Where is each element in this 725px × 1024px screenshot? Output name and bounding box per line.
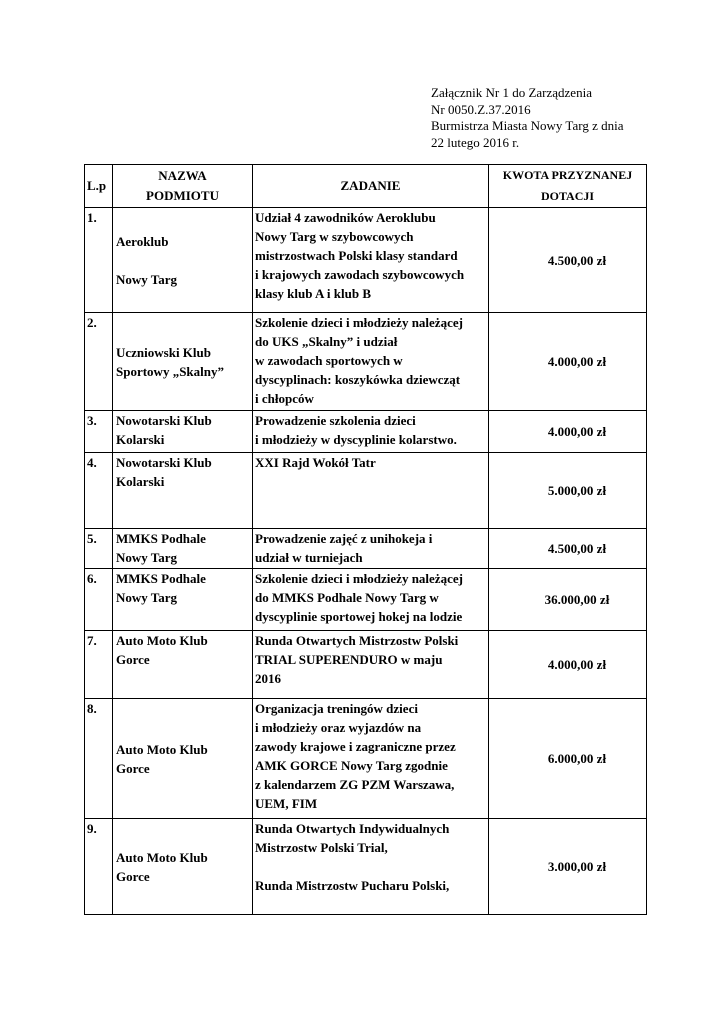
row-number: 8.: [85, 699, 113, 819]
entity-name-line: Auto Moto Klub: [116, 741, 208, 757]
col-header-lp: L.p: [85, 165, 113, 208]
table-row: [85, 529, 647, 569]
entity-name-line: Auto Moto Klub: [116, 633, 208, 648]
entity-name-line: Sportowy „Skalny”: [116, 363, 224, 379]
entity-name-line: Nowy Targ: [116, 590, 178, 605]
task-line: Nowy Targ w szybowcowych: [255, 229, 414, 244]
task-line: XXI Rajd Wokół Tatr: [255, 455, 376, 470]
col-header-name-line: NAZWA: [158, 168, 207, 183]
task-line: Prowadzenie szkolenia dzieci: [255, 413, 416, 428]
task-line: Organizacja treningów dzieci: [255, 701, 418, 716]
table-row: [85, 819, 647, 915]
task-line: z kalendarzem ZG PZM Warszawa,: [255, 777, 455, 792]
task-line: Szkolenie dzieci i młodzieży należącej: [255, 571, 463, 586]
task-line: i młodzieży w dyscyplinie kolarstwo.: [255, 432, 457, 447]
grant-amount: 3.000,00 zł: [489, 819, 647, 915]
entity-name: [113, 699, 253, 819]
entity-name: [113, 453, 253, 529]
header-line: 22 lutego 2016 r.: [431, 134, 520, 150]
entity-name: [113, 529, 253, 569]
grant-amount: 4.000,00 zł: [489, 631, 647, 699]
entity-name: [113, 313, 253, 411]
task-line: Prowadzenie zajęć z unihokeja i: [255, 531, 433, 546]
task-line: i krajowych zawodach szybowcowych: [255, 267, 465, 282]
entity-name-line: Gorce: [116, 652, 150, 667]
task-description: [253, 631, 489, 699]
task-description: [253, 313, 489, 411]
col-header-name-line: PODMIOTU: [146, 188, 219, 203]
grant-amount: 4.000,00 zł: [489, 411, 647, 453]
entity-name-line: Nowy Targ: [116, 550, 178, 565]
entity-name-line: Gorce: [116, 868, 150, 884]
row-number: 7.: [85, 631, 113, 699]
header-line: Nr 0050.Z.37.2016: [431, 101, 531, 117]
task-line: Szkolenie dzieci i młodzieży należącej: [255, 315, 463, 330]
entity-name-line: Aeroklub: [116, 233, 169, 249]
table-row: [85, 453, 647, 529]
task-description: [253, 529, 489, 569]
task-line: do MMKS Podhale Nowy Targ w: [255, 590, 439, 605]
entity-name-line: Nowotarski Klub: [116, 413, 212, 428]
grant-amount: 4.500,00 zł: [489, 208, 647, 313]
grant-amount: 36.000,00 zł: [489, 569, 647, 631]
entity-name: [113, 411, 253, 453]
entity-name-line: MMKS Podhale: [116, 531, 206, 546]
grant-amount: 4.000,00 zł: [489, 313, 647, 411]
entity-name-line: Kolarski: [116, 474, 165, 489]
task-description: [253, 699, 489, 819]
table-row: [85, 208, 647, 313]
entity-name-line: Kolarski: [116, 432, 165, 447]
entity-name: [113, 569, 253, 631]
grant-amount: 4.500,00 zł: [489, 529, 647, 569]
entity-name: [113, 819, 253, 915]
header-line: Załącznik Nr 1 do Zarządzenia: [431, 85, 592, 100]
row-number: 3.: [85, 411, 113, 453]
task-line: do UKS „Skalny” i udział: [255, 334, 398, 349]
task-description: [253, 569, 489, 631]
header-line: Burmistrza Miasta Nowy Targ z dnia: [431, 118, 624, 133]
task-line: dyscyplinie sportowej hokej na lodzie: [255, 609, 463, 624]
task-description: [253, 411, 489, 453]
table-row: [85, 569, 647, 631]
row-number: 2.: [85, 313, 113, 411]
task-line: w zawodach sportowych w: [255, 353, 403, 368]
task-line: mistrzostwach Polski klasy standard: [255, 248, 458, 263]
col-header-amount-line: DOTACJI: [540, 189, 595, 203]
entity-name-line: Auto Moto Klub: [116, 849, 208, 865]
document-header: [431, 85, 624, 151]
entity-name: [113, 631, 253, 699]
task-line: Udział 4 zawodników Aeroklubu: [255, 210, 436, 225]
task-line: Mistrzostw Polski Trial,: [255, 840, 388, 855]
entity-name-line: MMKS Podhale: [116, 571, 206, 586]
grant-amount: 6.000,00 zł: [489, 699, 647, 819]
table-row: [85, 631, 647, 699]
row-number: 4.: [85, 453, 113, 529]
task-line: dyscyplinach: koszykówka dziewcząt: [255, 372, 461, 387]
task-line: klasy klub A i klub B: [255, 286, 371, 301]
row-number: 9.: [85, 819, 113, 915]
task-line: udział w turniejach: [255, 550, 363, 565]
task-line: [255, 857, 487, 876]
table-header-row: [85, 165, 647, 208]
row-number: 6.: [85, 569, 113, 631]
task-line: UEM, FIM: [255, 796, 318, 811]
entity-name: [113, 208, 253, 313]
table-row: [85, 411, 647, 453]
entity-name-line: Nowy Targ: [116, 271, 178, 287]
row-number: 1.: [85, 208, 113, 313]
task-description: [253, 208, 489, 313]
task-line: i młodzieży oraz wyjazdów na: [255, 720, 422, 735]
entity-name-line: Gorce: [116, 760, 150, 776]
task-line: i chłopców: [255, 391, 314, 406]
entity-name-line: [116, 251, 251, 270]
col-header-name: [113, 165, 253, 208]
col-header-amount: [489, 165, 647, 208]
subsidy-table: [84, 164, 647, 915]
task-line: AMK GORCE Nowy Targ zgodnie: [255, 758, 448, 773]
col-header-amount-line: KWOTA PRZYZNANEJ: [502, 168, 633, 182]
task-line: zawody krajowe i zagraniczne przez: [255, 739, 456, 754]
task-line: Runda Mistrzostw Pucharu Polski,: [255, 878, 450, 893]
grant-amount: 5.000,00 zł: [489, 453, 647, 529]
task-description: [253, 453, 489, 529]
task-line: 2016: [255, 671, 281, 686]
task-line: TRIAL SUPERENDURO w maju: [255, 652, 443, 667]
row-number: 5.: [85, 529, 113, 569]
col-header-task: ZADANIE: [253, 165, 489, 208]
task-description: [253, 819, 489, 915]
task-line: Runda Otwartych Mistrzostw Polski: [255, 633, 459, 648]
table-row: [85, 699, 647, 819]
entity-name-line: Uczniowski Klub: [116, 344, 211, 360]
table-row: [85, 313, 647, 411]
entity-name-line: Nowotarski Klub: [116, 455, 212, 470]
task-line: Runda Otwartych Indywidualnych: [255, 821, 450, 836]
